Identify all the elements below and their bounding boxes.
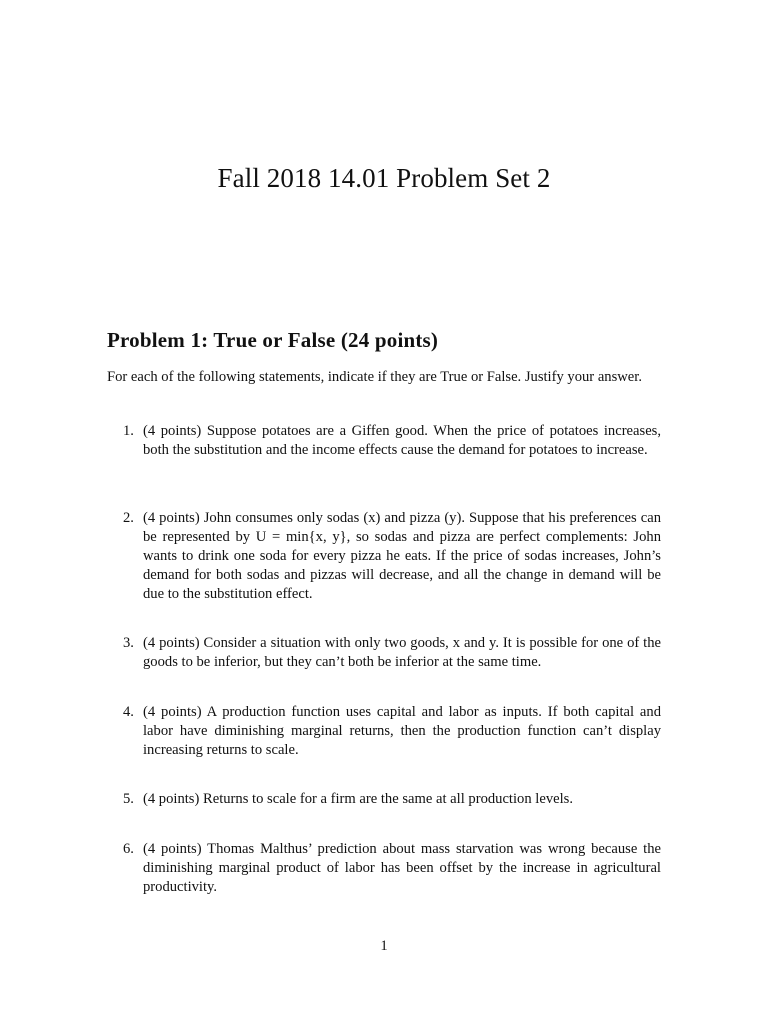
section-heading: Problem 1: True or False (24 points) [107,328,439,352]
document-title: Fall 2018 14.01 Problem Set 2 [217,163,551,193]
problem-text: (4 points) John consumes only sodas (x) and pizza (y). Suppose that his preferences can be represented by U = min{x, y}, so sodas and pizza are perfect complements: John wants to drink one soda for every pizza he eats. If the price of sodas increases, John’s demand for both sodas and pizzas will decrease, and all the change in demand will be due to the substitution effect. [143,510,661,602]
problem-text: (4 points) Thomas Malthus’ prediction about mass starvation was wrong because the diminishing marginal product of labor has been offset by the increase in agricultural productivity. [143,841,661,895]
problem-number: 1. [123,423,134,439]
problem-text: (4 points) Suppose potatoes are a Giffen good. When the price of potatoes increases, both the substitution and the income effects cause the demand for potatoes to increase. [143,423,661,458]
section-intro: For each of the following statements, indicate if they are True or False. Justify your answer. [107,369,642,385]
problem-text: (4 points) Returns to scale for a firm are the same at all production levels. [143,791,573,807]
problem-number: 4. [123,704,134,720]
problem-text: (4 points) A production function uses capital and labor as inputs. If both capital and labor have diminishing marginal returns, then the production function can’t display increasing returns to scale. [143,704,661,758]
problem-text: (4 points) Consider a situation with only two goods, x and y. It is possible for one of the goods to be inferior, but they can’t both be inferior at the same time. [143,635,661,670]
problem-number: 2. [123,510,134,526]
problem-number: 5. [123,791,134,807]
problem-number: 3. [123,635,134,651]
problem-number: 6. [123,841,134,857]
page-number: 1 [380,938,388,954]
